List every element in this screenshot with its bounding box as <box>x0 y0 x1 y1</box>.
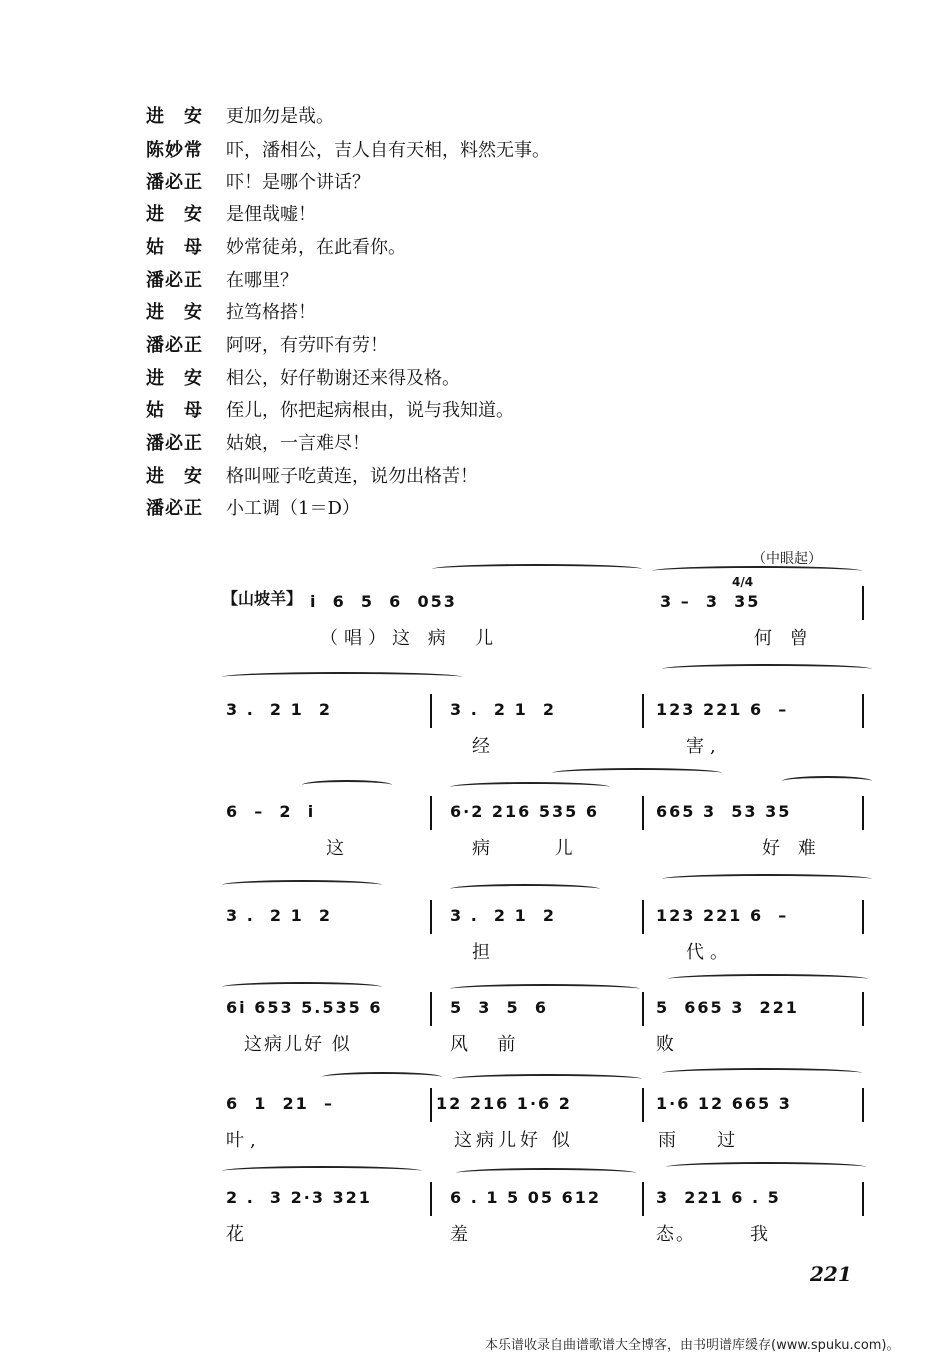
lyrics: 叶, <box>226 1130 262 1151</box>
notes: 5 3 5 6 <box>450 998 548 1017</box>
notes: 2 . 3 2·3 321 <box>226 1188 372 1207</box>
speaker: 进 安 <box>146 204 203 225</box>
dialogue-line <box>146 136 550 166</box>
notes: i 6 5 6 053 <box>310 592 457 611</box>
barline <box>642 900 644 934</box>
lyrics: 害, <box>686 736 722 757</box>
line-text: 更加勿是哉。 <box>226 106 334 127</box>
barline <box>430 1182 432 1216</box>
lyrics: 这病儿好 似 <box>244 1034 352 1055</box>
measure <box>656 664 856 764</box>
lyrics: 花 <box>226 1224 250 1245</box>
line-text: 小工调（1＝D） <box>226 498 360 519</box>
measure <box>226 1152 426 1252</box>
speaker: 进 安 <box>146 466 203 487</box>
notes: 3 . 2 1 2 <box>450 700 557 719</box>
score-system <box>222 766 872 866</box>
measure <box>656 962 856 1062</box>
barline <box>430 992 432 1026</box>
notes: 6i 653 5.535 6 <box>226 998 383 1017</box>
line-text: 吓，潘相公，吉人自有天相，料然无事。 <box>226 140 550 161</box>
score-system <box>222 962 872 1062</box>
line-text: 阿呀，有劳吓有劳！ <box>226 335 388 356</box>
lyrics: 羞 <box>450 1224 474 1245</box>
measure <box>656 870 856 970</box>
lyrics: 风 前 <box>450 1034 522 1055</box>
barline <box>642 1088 644 1122</box>
lyrics: （唱）这 病 儿 <box>320 628 500 649</box>
measure <box>656 766 856 866</box>
lyrics: 态。 我 <box>656 1224 771 1245</box>
speaker: 潘必正 <box>146 270 203 291</box>
notes: 3 . 2 1 2 <box>226 906 333 925</box>
notes: 665 3 53 35 <box>656 802 792 821</box>
speaker: 潘必正 <box>146 172 203 193</box>
lyrics: 经 <box>472 736 496 757</box>
barline <box>642 796 644 830</box>
line-text: 是俚哉嘘！ <box>226 204 316 225</box>
barline <box>862 900 864 934</box>
dialogue-line <box>146 200 316 230</box>
dialogue-line <box>146 298 316 328</box>
dialogue-line <box>146 396 514 426</box>
dialogue-line <box>146 266 298 296</box>
notes: 12 216 1·6 2 <box>436 1094 572 1113</box>
speaker: 陈妙常 <box>146 140 203 161</box>
measure <box>450 962 640 1062</box>
measure <box>226 1058 426 1158</box>
line-text: 拉笃格搭！ <box>226 302 316 323</box>
barline <box>642 992 644 1026</box>
speaker: 潘必正 <box>146 498 203 519</box>
measure <box>226 766 426 866</box>
lyrics: 败 <box>656 1034 680 1055</box>
barline <box>430 694 432 728</box>
page-number: 221 <box>810 1262 852 1286</box>
line-text: 姑娘，一言难尽！ <box>226 433 370 454</box>
line-text: 侄儿，你把起病根由，说与我知道。 <box>226 400 514 421</box>
barline <box>862 796 864 830</box>
notes: 3 . 2 1 2 <box>450 906 557 925</box>
notes: 6 . 1 5 05 612 <box>450 1188 601 1207</box>
notes: 6 – 2 i <box>226 802 316 821</box>
score-system <box>222 664 872 764</box>
barline <box>430 796 432 830</box>
score-system <box>222 870 872 970</box>
speaker: 潘必正 <box>146 335 203 356</box>
score-system <box>222 1058 872 1158</box>
lyrics: 担 <box>472 942 496 963</box>
barline <box>430 1088 432 1122</box>
lyrics: 代。 <box>686 942 734 963</box>
measure <box>436 1058 636 1158</box>
speaker: 姑 母 <box>146 237 203 258</box>
dialogue-line <box>146 233 406 263</box>
lyrics: 这病儿好 似 <box>454 1130 574 1151</box>
barline <box>862 586 864 620</box>
time-signature: 4/4 <box>732 575 754 589</box>
line-text: 相公，好仔勒谢还来得及格。 <box>226 368 460 389</box>
tempo-note: （中眼起） <box>752 551 822 567</box>
barline <box>862 694 864 728</box>
notes: 1·6 12 665 3 <box>656 1094 792 1113</box>
speaker: 进 安 <box>146 302 203 323</box>
line-text: 吓！是哪个讲话？ <box>226 172 370 193</box>
notes: 123 221 6 – <box>656 906 789 925</box>
measure <box>226 870 426 970</box>
notes: 3 – 3 35 <box>660 592 761 611</box>
lyrics: 好 难 <box>762 838 822 859</box>
dialogue-line <box>146 364 460 394</box>
barline <box>862 992 864 1026</box>
measure <box>450 870 640 970</box>
dialogue-line <box>146 168 370 198</box>
dialogue-line <box>146 331 388 361</box>
line-text: 格叫哑子吃黄连，说勿出格苦！ <box>226 466 478 487</box>
barline <box>430 900 432 934</box>
lyrics: 何 曾 <box>754 628 814 649</box>
barline <box>862 1088 864 1122</box>
line-text: 妙常徒弟，在此看你。 <box>226 237 406 258</box>
dialogue-line <box>146 494 360 524</box>
measure <box>450 664 640 764</box>
barline <box>862 1182 864 1216</box>
measure <box>450 766 640 866</box>
measure <box>310 556 670 656</box>
measure <box>450 1152 640 1252</box>
line-text: 在哪里？ <box>226 270 298 291</box>
speaker: 进 安 <box>146 106 203 127</box>
lyrics: 雨 过 <box>658 1130 742 1151</box>
tune-label: 【山坡羊】 <box>222 589 303 608</box>
lyrics: 这 <box>326 838 350 859</box>
notes: 123 221 6 – <box>656 700 789 719</box>
speaker: 潘必正 <box>146 433 203 454</box>
notes: 6·2 216 535 6 <box>450 802 599 821</box>
notes: 6 1 21 – <box>226 1094 334 1113</box>
score-system <box>222 1152 872 1252</box>
speaker: 进 安 <box>146 368 203 389</box>
barline <box>642 1182 644 1216</box>
barline <box>642 694 644 728</box>
notes: 3 221 6 . 5 <box>656 1188 781 1207</box>
notes: 3 . 2 1 2 <box>226 700 333 719</box>
lyrics: 病 儿 <box>472 838 579 859</box>
measure <box>656 1152 862 1252</box>
footer-note: 本乐谱收录自曲谱歌谱大全博客，由书明谱库缓存(www.spuku.com)。 <box>485 1338 900 1353</box>
speaker: 姑 母 <box>146 400 203 421</box>
measure <box>660 556 860 656</box>
notes: 5 665 3 221 <box>656 998 799 1017</box>
dialogue-line <box>146 462 478 492</box>
dialogue-line <box>146 102 334 132</box>
measure <box>226 664 426 764</box>
measure <box>656 1058 856 1158</box>
dialogue-line <box>146 429 370 459</box>
measure <box>226 962 426 1062</box>
score-system <box>222 556 872 656</box>
